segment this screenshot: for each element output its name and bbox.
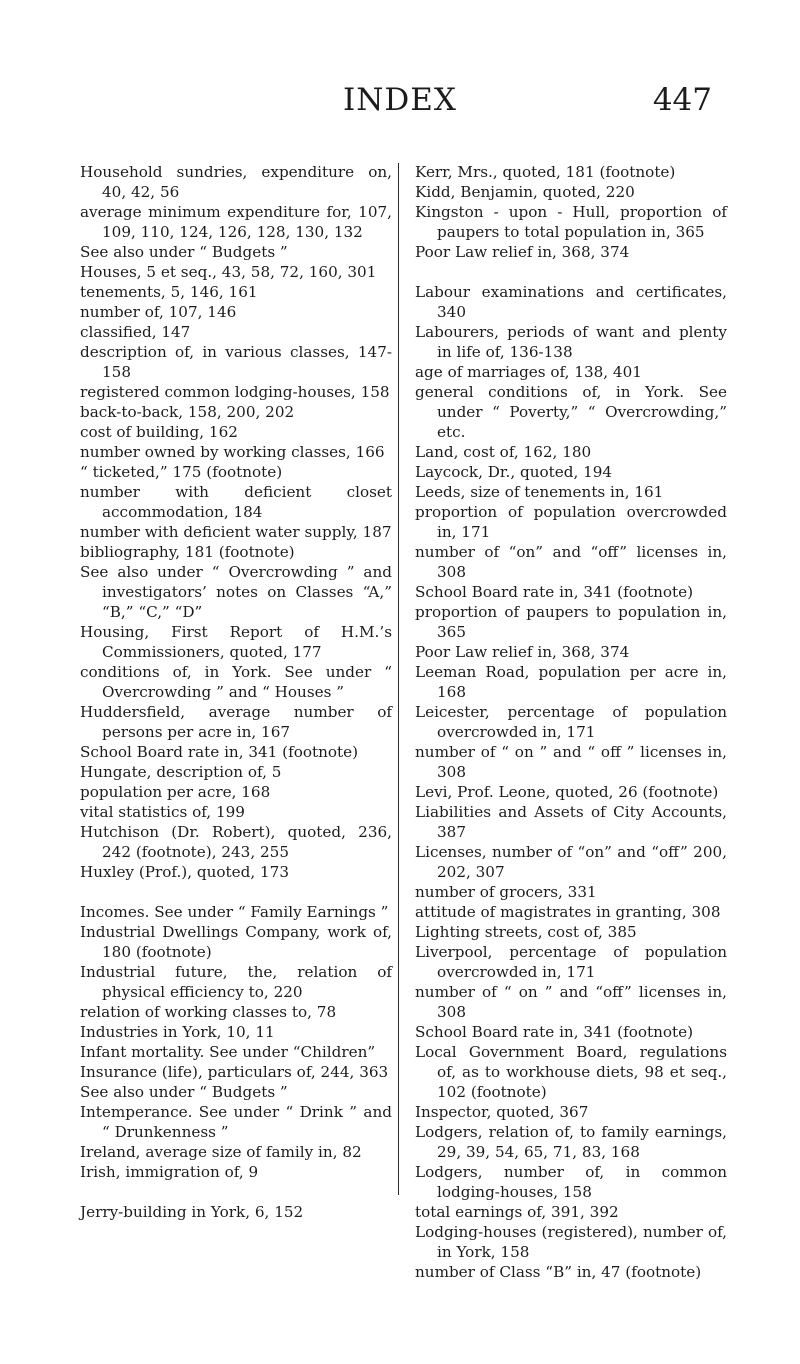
index-entry: number of grocers, 331 bbox=[415, 883, 597, 901]
index-entry: Levi, Prof. Leone, quoted, 26 (footnote) bbox=[415, 783, 719, 801]
index-entry: Industries in York, 10, 11 bbox=[80, 1023, 275, 1041]
index-entry: Leeds, size of tenements in, 161 bbox=[415, 483, 664, 501]
entry-gap bbox=[80, 1182, 392, 1202]
index-entry: Leicester, percentage of population overcrowded in, 171 bbox=[415, 703, 727, 741]
index-entry: proportion of paupers to population in, 365 bbox=[415, 603, 727, 641]
index-entry: number with deficient water supply, 187 bbox=[80, 523, 392, 541]
index-entry: general conditions of, in York. See under “ Poverty,” “ Overcrowding,” etc. bbox=[415, 383, 727, 441]
index-entry: Kerr, Mrs., quoted, 181 (footnote) bbox=[415, 163, 676, 181]
index-entry: proportion of population overcrowded in, 171 bbox=[415, 503, 727, 541]
index-entry: Land, cost of, 162, 180 bbox=[415, 443, 592, 461]
index-entry: See also under “ Overcrowding ” and investigators’ notes on Classes “A,” “B,” “C,” “D” bbox=[80, 563, 392, 621]
entry-gap bbox=[80, 882, 392, 902]
index-entry: Housing, First Report of H.M.’s Commissioners, quoted, 177 bbox=[80, 623, 392, 661]
index-entry: Hutchison (Dr. Robert), quoted, 236, 242 (footnote), 243, 255 bbox=[80, 823, 392, 861]
index-column-right bbox=[415, 162, 727, 1282]
index-entry: classified, 147 bbox=[80, 323, 191, 341]
index-entry: registered common lodging-houses, 158 bbox=[80, 383, 390, 401]
index-entry: School Board rate in, 341 (footnote) bbox=[415, 583, 694, 601]
index-column-left bbox=[80, 162, 392, 1222]
index-entry: total earnings of, 391, 392 bbox=[415, 1203, 619, 1221]
index-entry: population per acre, 168 bbox=[80, 783, 271, 801]
index-entry: Local Government Board, regulations of, as to workhouse diets, 98 et seq., 102 (footnote) bbox=[415, 1043, 727, 1101]
index-entry: Lighting streets, cost of, 385 bbox=[415, 923, 637, 941]
index-entry: Lodgers, relation of, to family earnings, 29, 39, 54, 65, 71, 83, 168 bbox=[415, 1123, 727, 1161]
index-entry: See also under “ Budgets ” bbox=[80, 243, 288, 261]
index-entry: Laycock, Dr., quoted, 194 bbox=[415, 463, 613, 481]
index-entry: description of, in various classes, 147-158 bbox=[80, 343, 392, 381]
index-entry: relation of working classes to, 78 bbox=[80, 1003, 337, 1021]
index-entry: Industrial future, the, relation of physical efficiency to, 220 bbox=[80, 963, 392, 1001]
index-entry: Lodging-houses (registered), number of, in York, 158 bbox=[415, 1223, 727, 1261]
index-entry: number of “ on ” and “off” licenses in, 308 bbox=[415, 983, 727, 1021]
index-entry: bibliography, 181 (footnote) bbox=[80, 543, 295, 561]
index-entry: Licenses, number of “on” and “off” 200, 202, 307 bbox=[415, 843, 727, 881]
index-entry: Labourers, periods of want and plenty in life of, 136-138 bbox=[415, 323, 727, 361]
index-entry: number of “on” and “off” licenses in, 308 bbox=[415, 543, 727, 581]
page-number: 447 bbox=[652, 82, 712, 118]
index-entry: Huxley (Prof.), quoted, 173 bbox=[80, 863, 289, 881]
page-header bbox=[0, 82, 800, 122]
index-entry: vital statistics of, 199 bbox=[80, 803, 245, 821]
index-entry: Leeman Road, population per acre in, 168 bbox=[415, 663, 727, 701]
index-entry: Liverpool, percentage of population overcrowded in, 171 bbox=[415, 943, 727, 981]
index-entry: number of “ on ” and “ off ” licenses in, 308 bbox=[415, 743, 727, 781]
index-entry: Poor Law relief in, 368, 374 bbox=[415, 243, 630, 261]
index-entry: Infant mortality. See under “Children” bbox=[80, 1043, 376, 1061]
index-entry: School Board rate in, 341 (footnote) bbox=[415, 1023, 694, 1041]
index-entry: Labour examinations and certificates, 340 bbox=[415, 283, 727, 321]
column-divider bbox=[398, 163, 399, 1195]
index-entry: cost of building, 162 bbox=[80, 423, 238, 441]
index-entry: Incomes. See under “ Family Earnings ” bbox=[80, 903, 389, 921]
index-entry: back-to-back, 158, 200, 202 bbox=[80, 403, 295, 421]
index-entry: average minimum expenditure for, 107, 109, 110, 124, 126, 128, 130, 132 bbox=[80, 203, 392, 241]
index-entry: number of Class “B” in, 47 (footnote) bbox=[415, 1263, 702, 1281]
index-entry: age of marriages of, 138, 401 bbox=[415, 363, 642, 381]
index-entry: Kingston - upon - Hull, proportion of paupers to total population in, 365 bbox=[415, 203, 727, 241]
index-entry: Kidd, Benjamin, quoted, 220 bbox=[415, 183, 635, 201]
index-entry: Hungate, description of, 5 bbox=[80, 763, 282, 781]
index-entry: Inspector, quoted, 367 bbox=[415, 1103, 589, 1121]
index-entry: number owned by working classes, 166 bbox=[80, 443, 385, 461]
index-entry: School Board rate in, 341 (footnote) bbox=[80, 743, 359, 761]
index-entry: Insurance (life), particulars of, 244, 363 bbox=[80, 1063, 389, 1081]
index-entry: Intemperance. See under “ Drink ” and “ Drunkenness ” bbox=[80, 1103, 392, 1141]
index-entry: Lodgers, number of, in common lodging-houses, 158 bbox=[415, 1163, 727, 1201]
index-entry: number of, 107, 146 bbox=[80, 303, 237, 321]
index-entry: Houses, 5 et seq., 43, 58, 72, 160, 301 bbox=[80, 263, 377, 281]
index-entry: See also under “ Budgets ” bbox=[80, 1083, 288, 1101]
page-title: INDEX bbox=[343, 82, 457, 118]
index-entry: “ ticketed,” 175 (footnote) bbox=[80, 463, 283, 481]
entry-gap bbox=[415, 262, 727, 282]
index-entry: Industrial Dwellings Company, work of, 180 (footnote) bbox=[80, 923, 392, 961]
index-entry: Poor Law relief in, 368, 374 bbox=[415, 643, 630, 661]
index-entry: conditions of, in York. See under “ Overcrowding ” and “ Houses ” bbox=[80, 663, 392, 701]
index-entry: number with deficient closet accommodation, 184 bbox=[80, 483, 392, 521]
index-entry: attitude of magistrates in granting, 308 bbox=[415, 903, 721, 921]
index-entry: Jerry-building in York, 6, 152 bbox=[80, 1203, 304, 1221]
index-entry: Household sundries, expenditure on, 40, 42, 56 bbox=[80, 163, 392, 201]
index-entry: tenements, 5, 146, 161 bbox=[80, 283, 258, 301]
index-entry: Liabilities and Assets of City Accounts, 387 bbox=[415, 803, 727, 841]
index-entry: Irish, immigration of, 9 bbox=[80, 1163, 259, 1181]
index-entry: Huddersfield, average number of persons per acre in, 167 bbox=[80, 703, 392, 741]
index-entry: Ireland, average size of family in, 82 bbox=[80, 1143, 362, 1161]
